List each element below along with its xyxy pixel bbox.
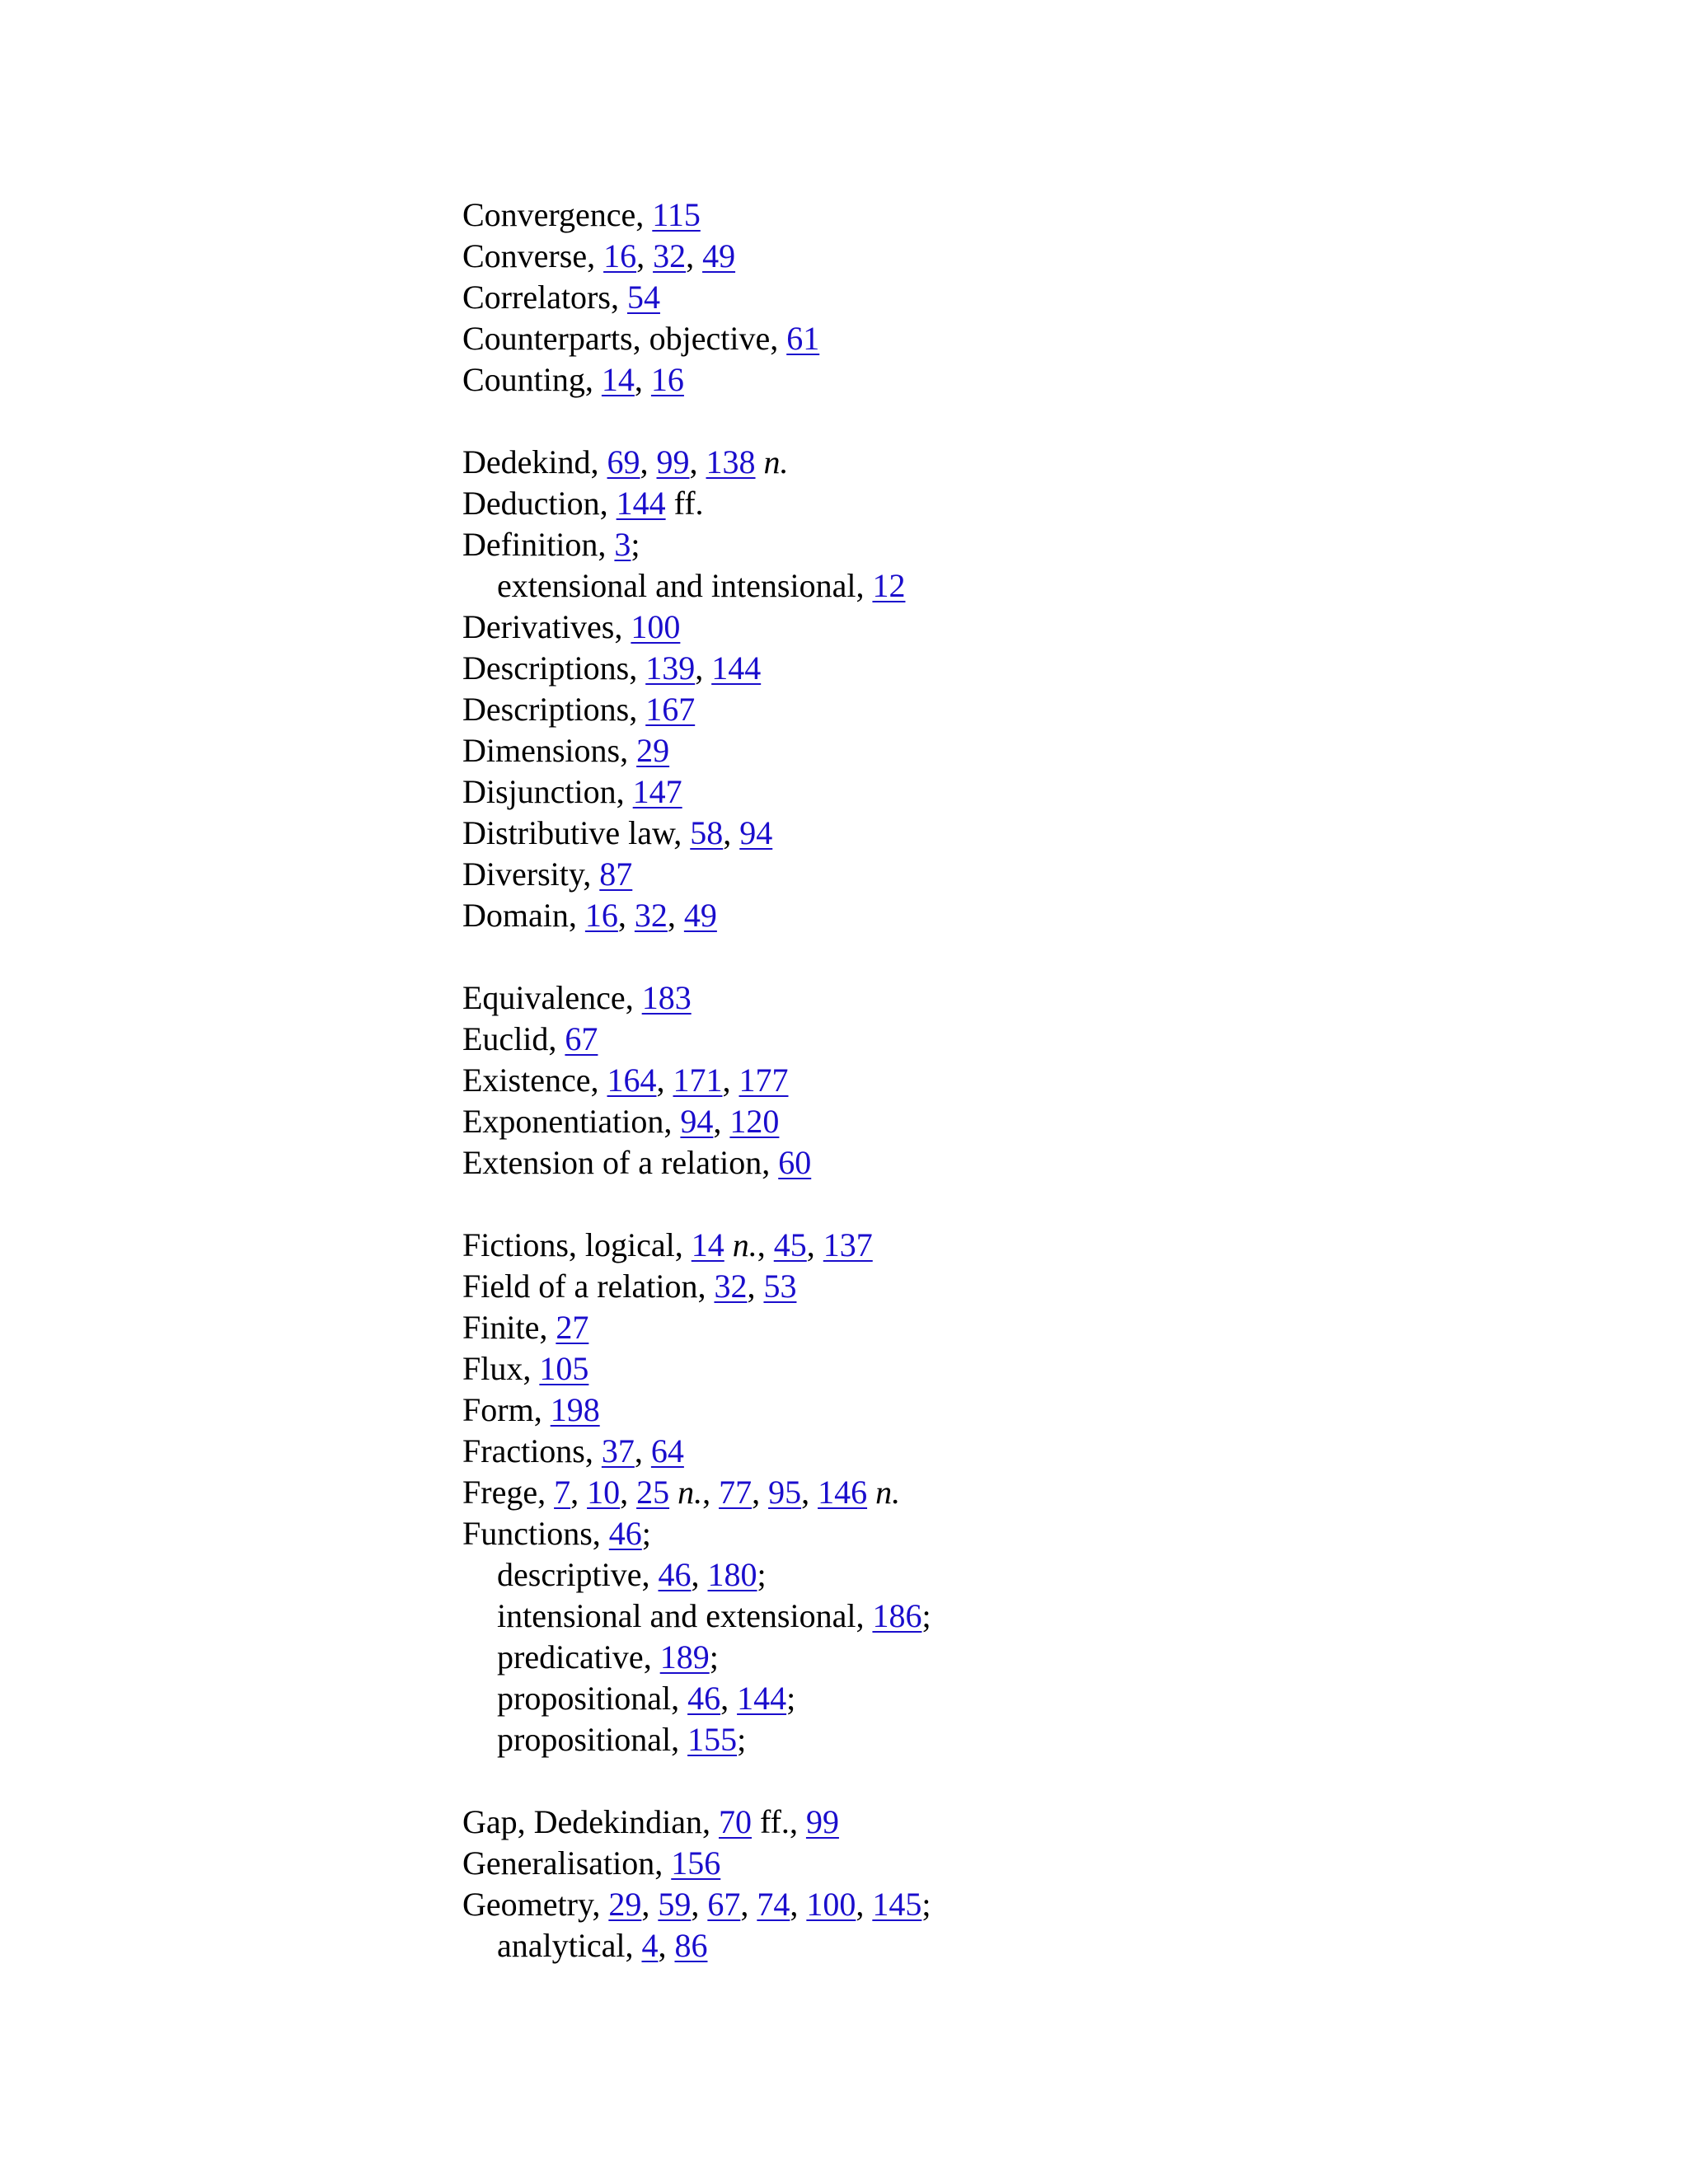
page-ref-link[interactable]: 138 <box>706 443 756 480</box>
page-ref-link[interactable]: 46 <box>687 1680 721 1717</box>
index-subentry: predicative, 189; <box>497 1638 719 1675</box>
index-term: Counterparts, objective <box>462 320 771 357</box>
index-group-d <box>462 442 931 936</box>
page-ref-link[interactable]: 46 <box>658 1556 692 1593</box>
index-entry: Equivalence, 183 <box>462 979 692 1016</box>
index-entry: Diversity, 87 <box>462 855 633 893</box>
page-ref-link[interactable]: 180 <box>707 1556 757 1593</box>
index-term: Geometry <box>462 1886 593 1923</box>
index-term: Definition <box>462 526 598 563</box>
index-term: Euclid <box>462 1020 549 1057</box>
index-entry: Counterparts, objective, 61 <box>462 320 820 357</box>
index-term: Diversity <box>462 855 584 893</box>
page-ref-link[interactable]: 4 <box>641 1927 659 1964</box>
page-ref-link[interactable]: 32 <box>714 1268 748 1305</box>
page-ref-link[interactable]: 145 <box>872 1886 922 1923</box>
index-entry: Derivatives, 100 <box>462 608 681 645</box>
index-term: propositional <box>497 1721 672 1758</box>
entry-terminator: ; <box>641 1515 651 1552</box>
index-entry: Disjunction, 147 <box>462 773 682 810</box>
entry-terminator: ; <box>921 1597 931 1634</box>
page-ref-link[interactable]: 16 <box>584 897 618 934</box>
index-entry: Functions, 46; <box>462 1515 651 1552</box>
index-term: Domain <box>462 897 569 934</box>
page-ref-link[interactable]: 32 <box>653 237 687 274</box>
page-ref-link[interactable]: 99 <box>656 443 690 480</box>
page-ref-link[interactable]: 95 <box>768 1474 802 1511</box>
index-entry: Converse, 16, 32, 49 <box>462 237 736 274</box>
page-ref-link[interactable]: 16 <box>603 237 637 274</box>
index-term: Gap, Dedekindian <box>462 1803 703 1840</box>
page-ref-link[interactable]: 156 <box>671 1844 721 1882</box>
index-term: Functions <box>462 1515 593 1552</box>
index-entry: Fractions, 37, 64 <box>462 1432 684 1469</box>
index-group-c <box>462 194 931 401</box>
index-term: Deduction <box>462 485 600 522</box>
index-term: Flux <box>462 1350 523 1387</box>
index-entry: Descriptions, 139, 144 <box>462 649 762 687</box>
page-ref-link[interactable]: 100 <box>631 608 681 645</box>
index-entry: Fictions, logical, 14 n., 45, 137 <box>462 1226 873 1263</box>
entry-terminator: ; <box>786 1680 796 1717</box>
page-ref-link[interactable]: 86 <box>674 1927 708 1964</box>
page-ref-link[interactable]: 77 <box>719 1474 753 1511</box>
page-ref-link[interactable]: 94 <box>739 814 773 851</box>
index-term: Descriptions <box>462 649 630 687</box>
index-term: Frege <box>462 1474 538 1511</box>
index-entry: Form, 198 <box>462 1391 600 1428</box>
index-entry: Frege, 7, 10, 25 n., 77, 95, 146 n. <box>462 1474 901 1511</box>
footnote-marker: n. <box>732 1226 757 1263</box>
index-term: Existence <box>462 1062 591 1099</box>
index-subentry: descriptive, 46, 180; <box>497 1556 767 1593</box>
page-ref-link[interactable]: 144 <box>616 485 666 522</box>
page-ref-link[interactable]: 12 <box>872 567 906 604</box>
index-term: propositional <box>497 1680 672 1717</box>
page-ref-link[interactable]: 167 <box>645 691 696 728</box>
index-term: extensional and intensional <box>497 567 856 604</box>
index-term: Counting <box>462 361 585 398</box>
page-ref-link[interactable]: 115 <box>652 196 701 233</box>
page-ref-link[interactable]: 54 <box>626 279 660 316</box>
index-term: Convergence <box>462 196 636 233</box>
entry-terminator: ; <box>631 526 640 563</box>
index-entry: Flux, 105 <box>462 1350 589 1387</box>
page-ref-link[interactable]: 87 <box>599 855 633 893</box>
index-group-f <box>462 1225 931 1760</box>
page-ref-link[interactable]: 64 <box>650 1432 684 1469</box>
page-ref-link[interactable]: 25 <box>636 1474 670 1511</box>
index-entry: Geometry, 29, 59, 67, 74, 100, 145; <box>462 1886 931 1923</box>
page-ref-link[interactable]: 144 <box>737 1680 787 1717</box>
footnote-marker: n. <box>875 1474 901 1511</box>
index-entry: Descriptions, 167 <box>462 691 696 728</box>
index-entry: Gap, Dedekindian, 70 ff., 99 <box>462 1803 839 1840</box>
page-ref-link[interactable]: 139 <box>645 649 696 687</box>
index-entry: Counting, 14, 16 <box>462 361 684 398</box>
page-ref-link[interactable]: 29 <box>608 1886 642 1923</box>
page-ref-link[interactable]: 69 <box>607 443 640 480</box>
page-ref-link[interactable]: 171 <box>673 1062 723 1099</box>
page-ref-link[interactable]: 53 <box>763 1268 797 1305</box>
footnote-marker: n. <box>763 443 789 480</box>
page-ref-link[interactable]: 3 <box>614 526 631 563</box>
page-ref-link[interactable]: 32 <box>634 897 668 934</box>
index-entry: Dimensions, 29 <box>462 732 670 769</box>
page-ref-link[interactable]: 120 <box>729 1103 780 1140</box>
index-term: Dimensions <box>462 732 621 769</box>
index-entry: Existence, 164, 171, 177 <box>462 1062 789 1099</box>
page-ref-link[interactable]: 189 <box>659 1638 710 1675</box>
page-ref-link[interactable]: 105 <box>539 1350 589 1387</box>
index-term: Exponentiation <box>462 1103 664 1140</box>
index-entry: Distributive law, 58, 94 <box>462 814 773 851</box>
page-ref-link[interactable]: 45 <box>773 1226 807 1263</box>
index-subentry: extensional and intensional, 12 <box>497 567 906 604</box>
index-entry: Field of a relation, 32, 53 <box>462 1268 797 1305</box>
page-ref-link[interactable]: 144 <box>711 649 762 687</box>
index-subentry: intensional and extensional, 186; <box>497 1597 931 1634</box>
index-entry: Generalisation, 156 <box>462 1844 721 1882</box>
index-entry: Domain, 16, 32, 49 <box>462 897 717 934</box>
index-entry: Extension of a relation, 60 <box>462 1144 812 1181</box>
page-ref-link[interactable]: 29 <box>636 732 670 769</box>
index-term: Dedekind <box>462 443 591 480</box>
page-ref-link[interactable]: 61 <box>786 320 820 357</box>
book-index <box>462 194 931 2008</box>
page-ref-link[interactable]: 67 <box>707 1886 741 1923</box>
entry-terminator: ; <box>709 1638 719 1675</box>
index-term: Distributive law <box>462 814 674 851</box>
ref-suffix: ff. <box>752 1803 790 1840</box>
index-entry: Definition, 3; <box>462 526 640 563</box>
index-entry: Dedekind, 69, 99, 138 n. <box>462 443 789 480</box>
index-term: Disjunction <box>462 773 617 810</box>
index-term: Derivatives <box>462 608 615 645</box>
index-entry: Exponentiation, 94, 120 <box>462 1103 780 1140</box>
page-ref-link[interactable]: 164 <box>607 1062 657 1099</box>
ref-suffix: ff. <box>665 485 704 522</box>
index-term: Field of a relation <box>462 1268 698 1305</box>
index-term: Fictions, logical <box>462 1226 675 1263</box>
index-term: Form <box>462 1391 534 1428</box>
page-ref-link[interactable]: 99 <box>805 1803 839 1840</box>
index-term: Descriptions <box>462 691 630 728</box>
page-ref-link[interactable]: 46 <box>608 1515 642 1552</box>
page-ref-link[interactable]: 7 <box>554 1474 571 1511</box>
index-group-g <box>462 1802 931 1966</box>
page-ref-link[interactable]: 60 <box>778 1144 812 1181</box>
index-term: Extension of a relation <box>462 1144 762 1181</box>
index-term: intensional and extensional <box>497 1597 856 1634</box>
page-ref-link[interactable]: 14 <box>691 1226 724 1263</box>
page-ref-link[interactable]: 198 <box>550 1391 600 1428</box>
page-ref-link[interactable]: 27 <box>556 1309 589 1346</box>
index-term: Finite <box>462 1309 540 1346</box>
footnote-marker: n. <box>678 1474 703 1511</box>
index-term: Converse <box>462 237 588 274</box>
page-ref-link[interactable]: 59 <box>658 1886 692 1923</box>
index-term: descriptive <box>497 1556 642 1593</box>
page-ref-link[interactable]: 14 <box>601 361 635 398</box>
page-ref-link[interactable]: 100 <box>806 1886 856 1923</box>
index-term: Fractions <box>462 1432 585 1469</box>
page-ref-link[interactable]: 16 <box>650 361 684 398</box>
page-ref-link[interactable]: 94 <box>680 1103 714 1140</box>
page-ref-link[interactable]: 186 <box>872 1597 922 1634</box>
page-ref-link[interactable]: 183 <box>641 979 692 1016</box>
page-ref-link[interactable]: 177 <box>738 1062 789 1099</box>
index-entry: Euclid, 67 <box>462 1020 598 1057</box>
index-term: Correlators <box>462 279 611 316</box>
page-ref-link[interactable]: 74 <box>757 1886 790 1923</box>
entry-terminator: ; <box>737 1721 747 1758</box>
index-entry: Finite, 27 <box>462 1309 589 1346</box>
index-entry: Convergence, 115 <box>462 196 701 233</box>
page-ref-link[interactable]: 10 <box>587 1474 621 1511</box>
index-subentry: propositional, 155; <box>497 1721 747 1758</box>
page-ref-link[interactable]: 137 <box>823 1226 873 1263</box>
page-ref-link[interactable]: 58 <box>690 814 724 851</box>
index-term: analytical <box>497 1927 626 1964</box>
page-ref-link[interactable]: 49 <box>702 237 736 274</box>
page-ref-link[interactable]: 147 <box>632 773 682 810</box>
index-term: Equivalence <box>462 979 626 1016</box>
index-group-e <box>462 977 931 1183</box>
index-subentry: analytical, 4, 86 <box>497 1927 708 1964</box>
entry-terminator: ; <box>921 1886 931 1923</box>
page-ref-link[interactable]: 49 <box>683 897 717 934</box>
page-ref-link[interactable]: 146 <box>818 1474 868 1511</box>
index-subentry: propositional, 46, 144; <box>497 1680 796 1717</box>
page-ref-link[interactable]: 155 <box>687 1721 738 1758</box>
index-term: Generalisation <box>462 1844 655 1882</box>
entry-terminator: ; <box>757 1556 767 1593</box>
page-ref-link[interactable]: 67 <box>565 1020 598 1057</box>
index-entry: Deduction, 144 ff. <box>462 485 704 522</box>
index-entry: Correlators, 54 <box>462 279 660 316</box>
page-ref-link[interactable]: 37 <box>601 1432 635 1469</box>
index-term: predicative <box>497 1638 644 1675</box>
page-ref-link[interactable]: 70 <box>719 1803 753 1840</box>
